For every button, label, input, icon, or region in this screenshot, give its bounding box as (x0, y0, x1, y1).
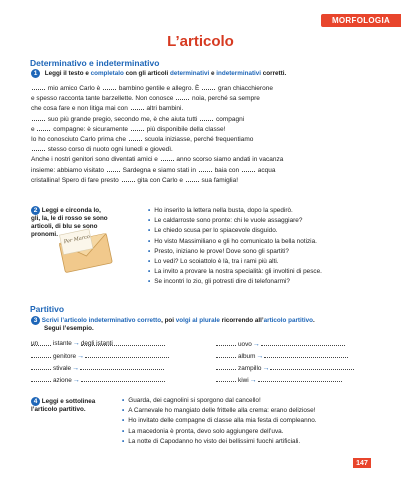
fill-in-blank[interactable] (122, 176, 135, 182)
fill-in-blank[interactable] (202, 84, 215, 90)
word-cell (216, 376, 376, 384)
arrow-icon: → (72, 377, 80, 384)
fill-in-blank[interactable] (242, 166, 255, 172)
article-blank[interactable] (216, 340, 236, 346)
fill-in-blank[interactable] (200, 115, 213, 121)
fill-in-blank[interactable] (131, 104, 144, 110)
plural-blank[interactable]: degli istanti (81, 340, 165, 346)
article-blank[interactable]: un (31, 340, 51, 346)
article-blank[interactable] (216, 364, 236, 370)
sentence-item: • A Carnevale ho mangiato delle frittelle alla crema: erano deliziose! (122, 406, 384, 416)
fill-in-blank[interactable] (107, 166, 120, 172)
exercise-3-grid (31, 340, 376, 388)
text-line: stesso corso di nuoto ogni lunedì e giovedì. (31, 145, 376, 155)
plural-blank[interactable] (270, 364, 354, 370)
exercise-number-badge: 3 (31, 316, 40, 325)
exercise-4-instruction: 4 Leggi e sottolinea l’articolo partitivo. (31, 397, 96, 414)
article-blank[interactable] (216, 352, 236, 358)
sentence-item: • Ho visto Massimiliano e gli ho comunicato la bella notizia. (148, 237, 388, 247)
sentence-item: • Se incontri lo zio, gli potresti dire di telefonarmi? (148, 277, 388, 287)
word-cell (31, 376, 191, 384)
sentence-item: • La invito a provare la nostra specialità: gli involtini di pesce. (148, 267, 388, 277)
fill-in-blank[interactable] (161, 155, 174, 161)
exercise-4-sentences (122, 396, 384, 447)
fill-in-blank[interactable] (131, 125, 144, 131)
fill-in-blank[interactable] (32, 115, 45, 121)
grid-row (31, 376, 376, 388)
word-cell (216, 364, 376, 372)
word: azione (53, 377, 72, 384)
exercise-number-badge: 1 (31, 69, 40, 78)
exercise-2-sentences (148, 206, 388, 288)
envelope-illustration (56, 228, 116, 280)
word: genitore (53, 353, 77, 360)
article-blank[interactable] (31, 376, 51, 382)
article-blank[interactable] (216, 376, 236, 382)
word: zampillo (238, 365, 262, 372)
word-cell (31, 364, 191, 372)
plural-blank[interactable] (85, 352, 169, 358)
sentence-item: • Le chiedo scusa per lo spiacevole disguido. (148, 226, 388, 236)
text-line: Anche i nostri genitori sono diventati amici e anno scorso siamo andati in vacanza (31, 156, 284, 164)
exercise-1-instruction: 1 Leggi il testo e completalo con gli articoli determinativi e indeterminativi corretti. (31, 69, 286, 78)
word: stivale (53, 365, 72, 372)
sentence-item: • La notte di Capodanno ho visto dei bellissimi fuochi artificiali. (122, 437, 384, 447)
exercise-1-text (31, 84, 376, 186)
plural-blank[interactable] (264, 352, 348, 358)
section-tab: MORFOLOGIA (321, 14, 401, 27)
page-title: L’articolo (167, 33, 234, 50)
plural-blank[interactable] (261, 340, 345, 346)
word-cell (216, 352, 376, 360)
exercise-number-badge: 2 (31, 206, 40, 215)
exercise-number-badge: 4 (31, 397, 40, 406)
text-line: Io ho conosciuto Carlo prima che scuola iniziasse, perché frequentiamo (31, 136, 254, 144)
arrow-icon: → (262, 365, 270, 372)
arrow-icon: → (77, 353, 85, 360)
grid-row (31, 364, 376, 376)
article-blank[interactable] (31, 364, 51, 370)
plural-blank[interactable] (258, 376, 342, 382)
text-line: suo più grande pregio, secondo me, è che aiuta tutti compagni (31, 115, 376, 125)
fill-in-blank[interactable] (103, 84, 116, 90)
arrow-icon: → (252, 341, 260, 348)
page-number: 147 (353, 458, 371, 468)
text-line: e spesso racconta tante barzellette. Non conosce noia, perché sa sempre (31, 95, 260, 103)
sentence-item: • Presto, iniziano le prove! Dove sono gli spartiti? (148, 247, 388, 257)
arrow-icon: → (72, 340, 80, 347)
word-cell (31, 340, 191, 347)
sentence-item: • Ho inserito la lettera nella busta, dopo la spedirò. (148, 206, 388, 216)
sentence-item: • Le caldarroste sono pronte: chi le vuole assaggiare? (148, 216, 388, 226)
fill-in-blank[interactable] (176, 94, 189, 100)
plural-blank[interactable] (80, 364, 164, 370)
plural-blank[interactable] (81, 376, 165, 382)
word-cell (216, 340, 376, 348)
section-heading-determinativo: Determinativo e indeterminativo (30, 58, 160, 68)
grid-row (31, 340, 376, 352)
text-line: e compagne: è sicuramente più disponibile della classe! (31, 125, 226, 133)
exercise-3-instruction: 3 Scrivi l’articolo indeterminativo corretto, poi volgi al plurale ricorrendo all’articolo partitivo. Segui l’esempio. (31, 316, 315, 333)
section-heading-partitivo: Partitivo (30, 304, 65, 314)
sentence-item: • Guarda, dei cagnolini si sporgono dal cancello! (122, 396, 384, 406)
sentence-item: • La macedonia è pronta, devo solo aggiungere dell’uva. (122, 427, 384, 437)
envelope-text: Per Marco (63, 233, 91, 246)
fill-in-blank[interactable] (199, 166, 212, 172)
fill-in-blank[interactable] (32, 145, 45, 151)
word: istante (53, 340, 72, 347)
sentence-item: • Lo vedi? Lo scoiattolo è là, tra i rami più alti. (148, 257, 388, 267)
exercise-2-instruction: 2 Leggi e circonda lo, gli, la, le di rosso se sono articoli, di blu se sono pronomi. (31, 206, 108, 239)
text-line: che cosa fare e non litiga mai con altri bambini. (31, 105, 184, 113)
word: album (238, 353, 256, 360)
word: kiwi (238, 377, 249, 384)
arrow-icon: → (72, 365, 80, 372)
sentence-item: • Ho invitato delle compagne di classe alla mia festa di compleanno. (122, 416, 384, 426)
word: uovo (238, 341, 252, 348)
arrow-icon: → (249, 377, 257, 384)
fill-in-blank[interactable] (37, 125, 50, 131)
text-line: insieme: abbiamo visitato Sardegna e siamo stati in baia con acqua (31, 166, 276, 174)
grid-row (31, 352, 376, 364)
arrow-icon: → (256, 353, 264, 360)
text-line: mio amico Carlo è bambino gentile e allegro. È gran chiacchierone (31, 84, 376, 94)
fill-in-blank[interactable] (129, 135, 142, 141)
text-line: cristallina! Spero di fare presto gita con Carlo e sua famiglia! (31, 176, 239, 184)
word-cell (31, 352, 191, 360)
fill-in-blank[interactable] (186, 176, 199, 182)
article-blank[interactable] (31, 352, 51, 358)
fill-in-blank[interactable] (32, 84, 45, 90)
